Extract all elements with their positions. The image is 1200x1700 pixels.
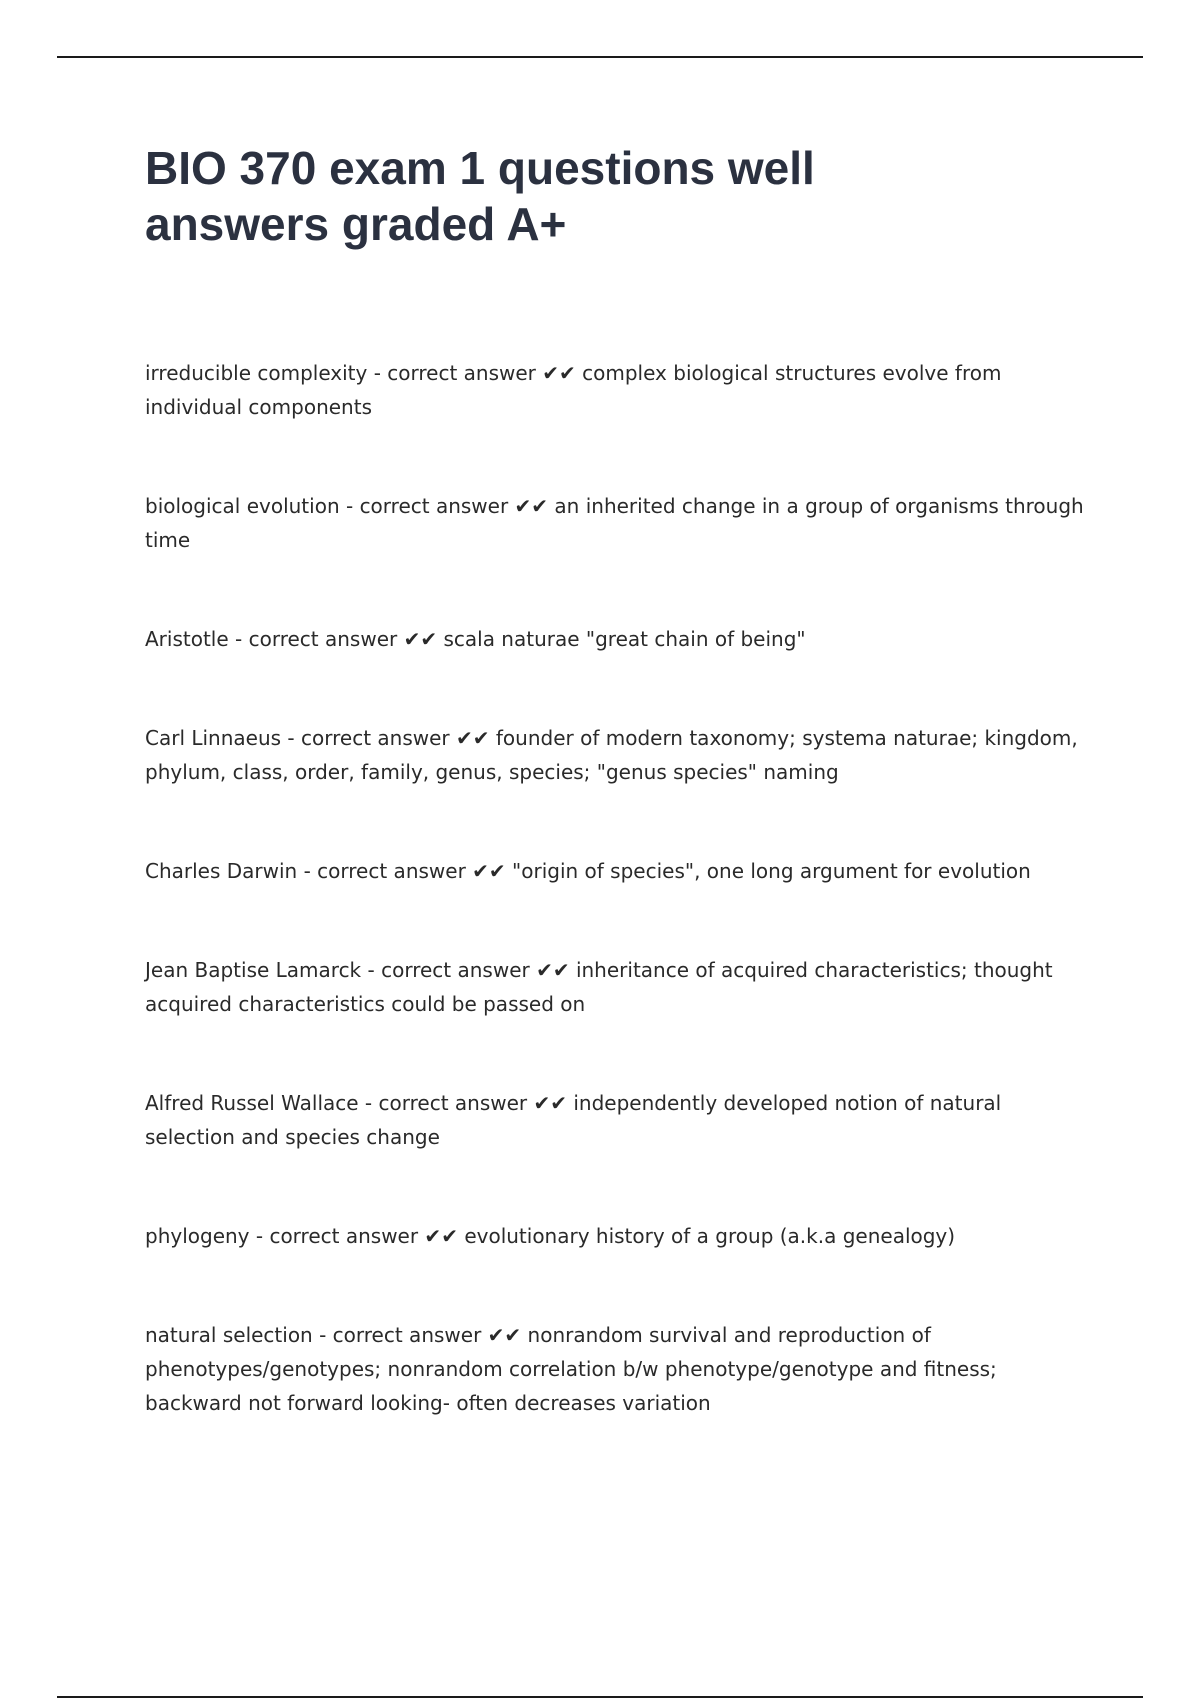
check-mark-icon: ✔✔ xyxy=(527,1091,574,1115)
qa-answer: founder of modern taxonomy; systema naturae; kingdom, phylum, class, order, family, genus, species; "genus species" naming xyxy=(145,726,1078,784)
page-title: BIO 370 exam 1 questions well answers graded A+ xyxy=(145,142,815,250)
qa-term: Charles Darwin xyxy=(145,859,298,883)
qa-term: irreducible complexity xyxy=(145,361,368,385)
qa-list xyxy=(145,356,1095,1485)
qa-answer: complex biological structures evolve from individual components xyxy=(145,361,1002,419)
qa-item xyxy=(145,1318,1095,1420)
qa-separator: - xyxy=(249,1224,270,1248)
correct-answer-label: correct answer xyxy=(248,627,398,651)
qa-item xyxy=(145,356,1095,424)
correct-answer-label: correct answer xyxy=(301,726,450,750)
qa-answer: an inherited change in a group of organisms through time xyxy=(145,494,1084,552)
correct-answer-label: correct answer xyxy=(317,859,466,883)
check-mark-icon: ✔✔ xyxy=(397,627,444,651)
qa-answer: nonrandom survival and reproduction of phenotypes/genotypes; nonrandom correlation b/w phenotype/genotype and fitness; backward not forward looking- often decreases variation xyxy=(145,1323,997,1415)
qa-item xyxy=(145,489,1095,557)
correct-answer-label: correct answer xyxy=(359,494,509,518)
top-rule xyxy=(57,56,1143,58)
correct-answer-label: correct answer xyxy=(269,1224,419,1248)
correct-answer-label: correct answer xyxy=(378,1091,528,1115)
qa-separator: - xyxy=(367,361,388,385)
bottom-rule xyxy=(57,1696,1143,1698)
qa-term: phylogeny xyxy=(145,1224,250,1248)
qa-answer: "origin of species", one long argument for evolution xyxy=(512,859,1031,883)
qa-item xyxy=(145,953,1095,1021)
qa-item xyxy=(145,1086,1095,1154)
correct-answer-label: correct answer xyxy=(387,361,536,385)
qa-item xyxy=(145,1219,1095,1253)
check-mark-icon: ✔✔ xyxy=(465,859,513,883)
check-mark-icon: ✔✔ xyxy=(418,1224,465,1248)
check-mark-icon: ✔✔ xyxy=(449,726,496,750)
check-mark-icon: ✔✔ xyxy=(508,494,555,518)
qa-term: Jean Baptise Lamarck xyxy=(145,958,362,982)
qa-answer: scala naturae "great chain of being" xyxy=(443,627,806,651)
qa-term: natural selection xyxy=(145,1323,313,1347)
correct-answer-label: correct answer xyxy=(332,1323,482,1347)
qa-answer: inheritance of acquired characteristics; thought acquired characteristics could be passed on xyxy=(145,958,1053,1016)
qa-answer: evolutionary history of a group (a.k.a genealogy) xyxy=(464,1224,956,1248)
check-mark-icon: ✔✔ xyxy=(481,1323,528,1347)
check-mark-icon: ✔✔ xyxy=(535,361,583,385)
qa-separator: - xyxy=(361,958,382,982)
qa-term: biological evolution xyxy=(145,494,340,518)
qa-term: Carl Linnaeus xyxy=(145,726,282,750)
qa-separator: - xyxy=(228,627,249,651)
correct-answer-label: correct answer xyxy=(381,958,530,982)
qa-item xyxy=(145,721,1095,789)
qa-term: Aristotle xyxy=(145,627,229,651)
check-mark-icon: ✔✔ xyxy=(529,958,576,982)
qa-term: Alfred Russel Wallace xyxy=(145,1091,359,1115)
qa-separator: - xyxy=(358,1091,379,1115)
qa-separator: - xyxy=(281,726,302,750)
qa-separator: - xyxy=(312,1323,333,1347)
qa-item xyxy=(145,622,1095,656)
qa-separator: - xyxy=(339,494,360,518)
qa-item xyxy=(145,854,1095,888)
qa-separator: - xyxy=(297,859,318,883)
qa-answer: independently developed notion of natural selection and species change xyxy=(145,1091,1002,1149)
